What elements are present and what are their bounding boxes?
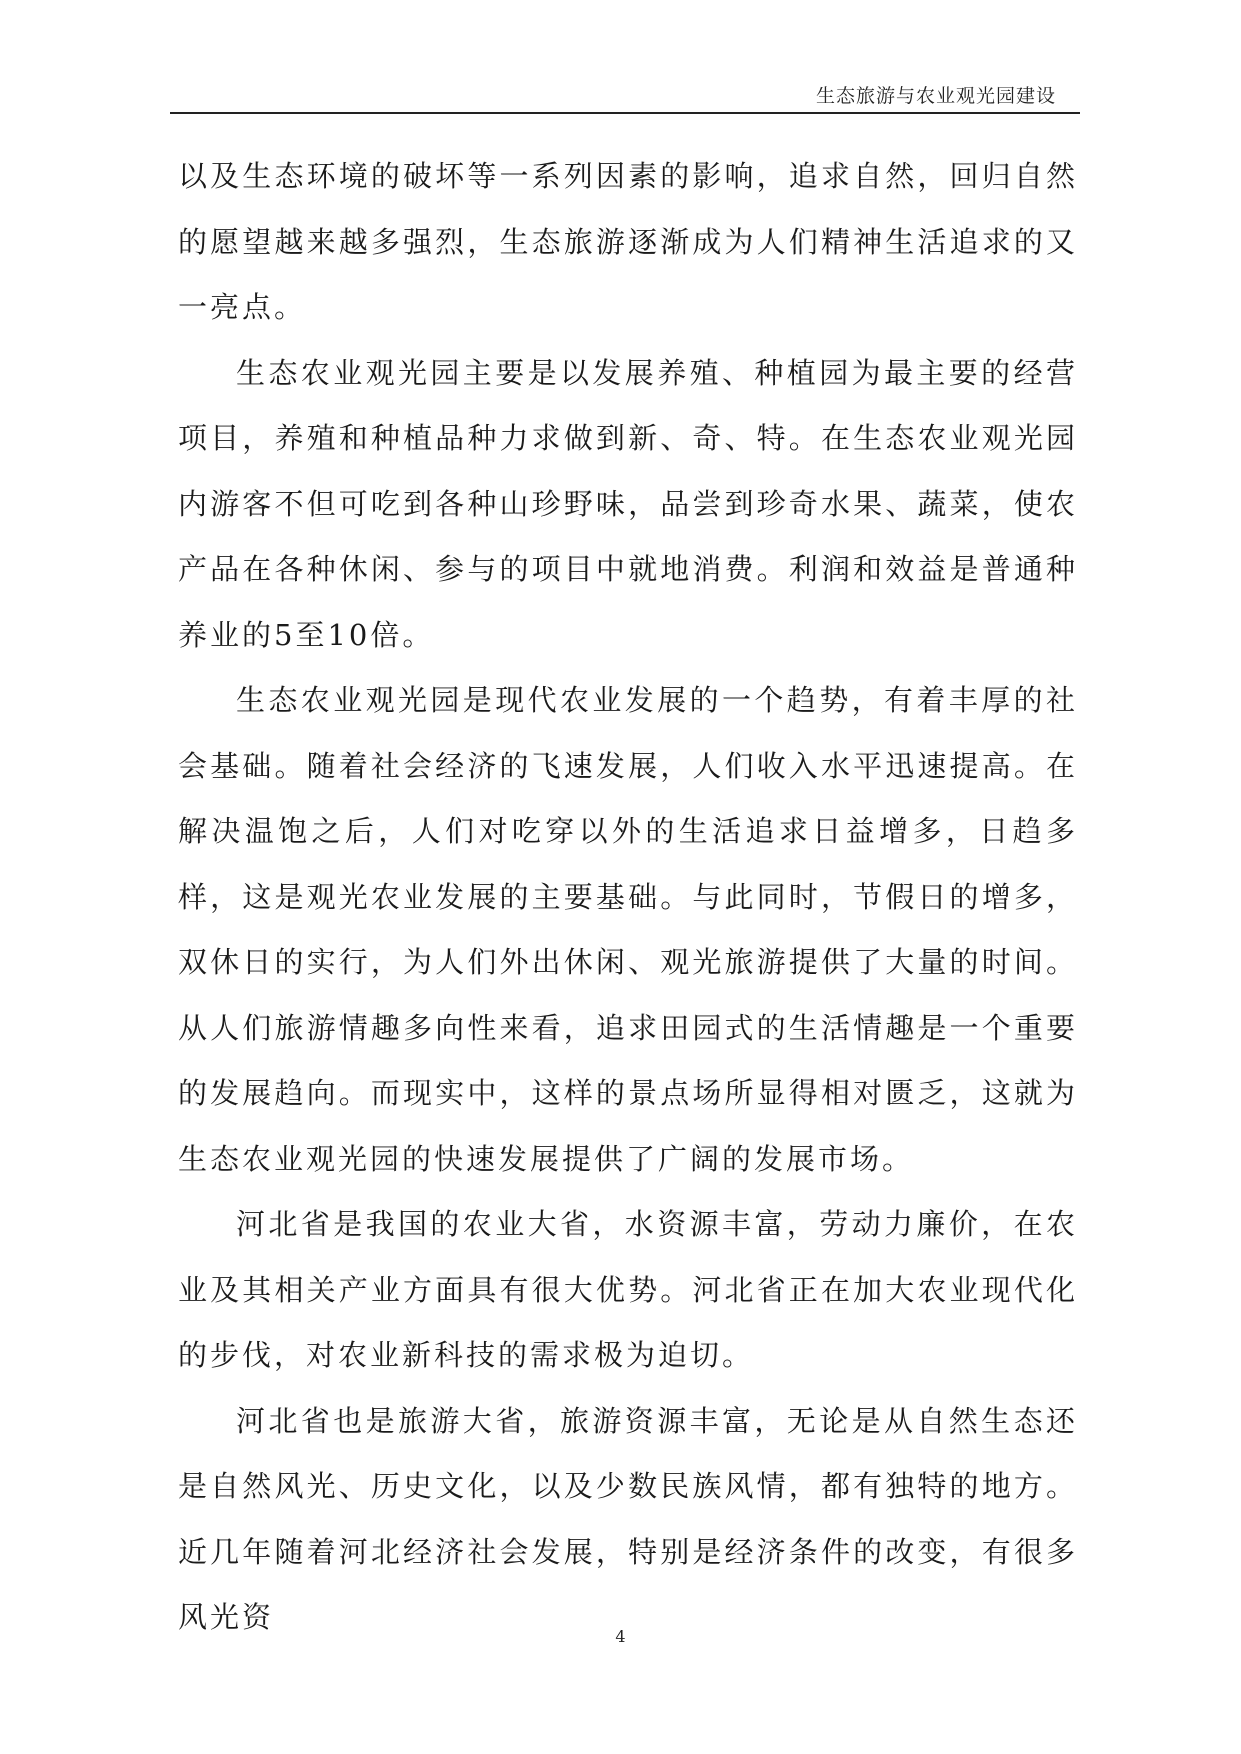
- paragraph: 生态农业观光园是现代农业发展的一个趋势，有着丰厚的社会基础。随着社会经济的飞速发展，人们收入水平迅速提高。在解决温饱之后，人们对吃穿以外的生活追求日益增多，日趋多样，这是观光农业发展的主要基础。与此同时，节假日的增多，双休日的实行，为人们外出休闲、观光旅游提供了大量的时间。从人们旅游情趣多向性来看，追求田园式的生活情趣是一个重要的发展趋向。而现实中，这样的景点场所显得相对匮乏，这就为生态农业观光园的快速发展提供了广阔的发展市场。: [178, 683, 1078, 1176]
- running-header: [170, 84, 1080, 114]
- paragraph: 生态农业观光园主要是以发展养殖、种植园为最主要的经营项目，养殖和种植品种力求做到新、奇、特。在生态农业观光园内游客不但可吃到各种山珍野味，品尝到珍奇水果、蔬菜，使农产品在各种休闲、参与的项目中就地消费。利润和效益是普通种养业的5至10倍。: [178, 355, 1078, 652]
- paragraph: 河北省也是旅游大省，旅游资源丰富，无论是从自然生态还是自然风光、历史文化，以及少数民族风情，都有独特的地方。近几年随着河北经济社会发展，特别是经济条件的改变，有很多风光资: [178, 1403, 1078, 1634]
- running-header-title: 生态旅游与农业观光园建设: [815, 85, 1056, 107]
- paragraph-continued: 以及生态环境的破坏等一系列因素的影响，追求自然，回归自然的愿望越来越多强烈，生态旅游逐渐成为人们精神生活追求的又一亮点。: [178, 159, 1078, 324]
- document-body: [178, 144, 1078, 1651]
- page-number: 4: [615, 1627, 626, 1646]
- paragraph: 河北省是我国的农业大省，水资源丰富，劳动力廉价，在农业及其相关产业方面具有很大优势。河北省正在加大农业现代化的步伐，对农业新科技的需求极为迫切。: [178, 1207, 1078, 1372]
